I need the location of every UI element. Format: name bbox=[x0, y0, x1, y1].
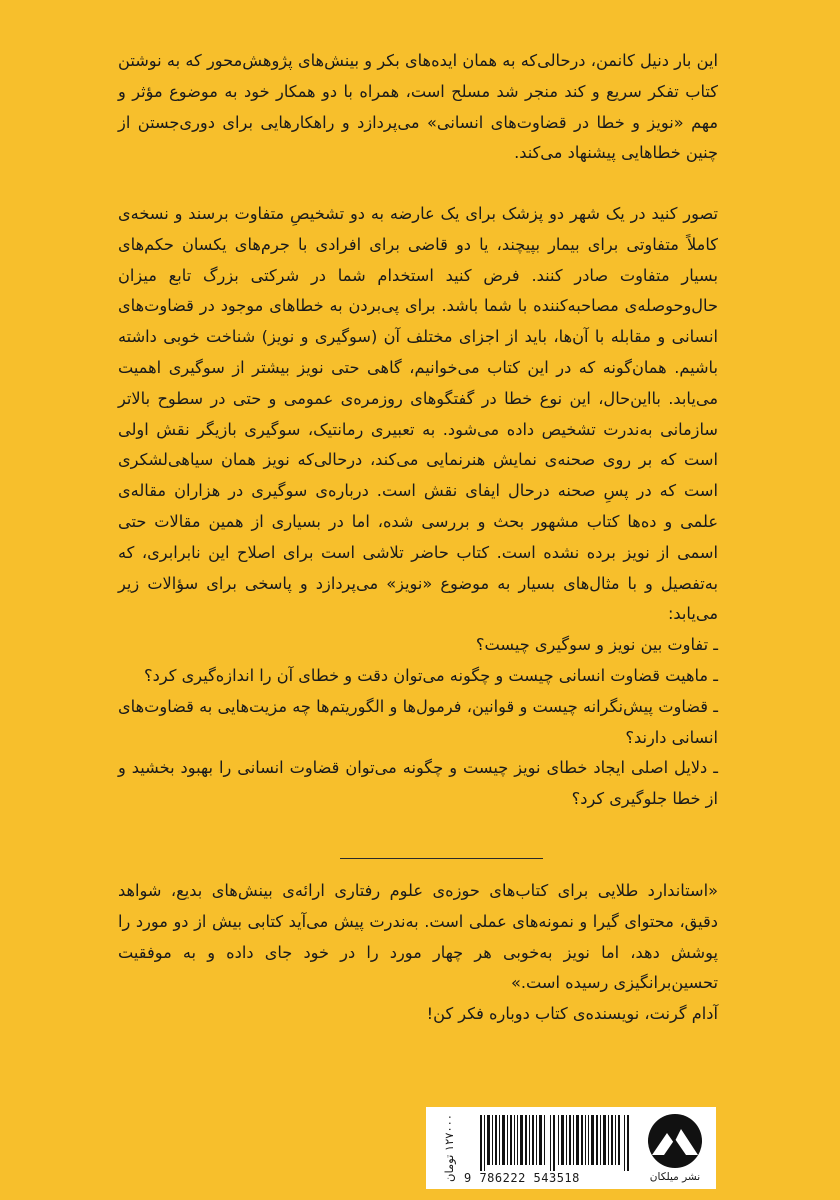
question-item: ـ قضاوت پیش‌نگرانه چیست و قوانین، فرمول‌ها و الگوریتم‌ها چه مزیت‌هایی به قضاوت‌های انسانی دارند؟ bbox=[118, 696, 718, 747]
question-item: ـ تفاوت بین نویز و سوگیری چیست؟ bbox=[475, 635, 718, 655]
blurb-author: آدام گرنت، نویسنده‌ی کتاب دوباره فکر کن! bbox=[426, 1004, 718, 1024]
blurb-quote: «استاندارد طلایی برای کتاب‌های حوزه‌ی علوم رفتاری ارائه‌ی بینش‌های بدیع، شواهد دقیق، محتوای گیرا و نمونه‌های عملی است. به‌ندرت پیش می‌آید کتابی بیش از دو مورد را پوشش دهد، اما نویز به‌خوبی هر چهار مورد را در خود جای داده و به موفقیت تحسین‌برانگیزی رسیده است.» bbox=[118, 881, 718, 993]
blurb-block bbox=[118, 876, 718, 1030]
barcode-panel bbox=[426, 1107, 716, 1189]
body-paragraph: تصور کنید در یک شهر دو پزشک برای یک عارضه به دو تشخیصِ متفاوت برسند و نسخه‌ی کاملاً متفاوتی برای بیمار بپیچند، یا دو قاضی برای افرادی با جرم‌های یکسان حکم‌های بسیار متفاوت صادر کنند. فرض کنید استخدام شما در شرکتی بزرگ تابع میزان حال‌وحوصله‌ی مصاحبه‌کننده با شما باشد. برای پی‌بردن به خطاهای موجود در قضاوت‌های انسانی و مقابله با آن‌ها، باید از اجزای مختلف آن (سوگیری و نویز) شناخت خوبی داشته باشیم. همان‌گونه که در این کتاب می‌خوانیم، گاهی حتی نویز بیشتر از سوگیری اهمیت می‌یابد. بااین‌حال، این نوع خطا در گفتگوهای روزمره‌ی عمومی و حتی در سطوح بالاتر سازمانی به‌ندرت تشخیص داده می‌شود. به تعبیری رمانتیک، سوگیری بازیگر نقش اولی است که بر روی صحنه‌ی نمایش هنرنمایی می‌کند، درحالی‌که نویز همان سیاهی‌لشکری است که در پسِ صحنه درحال ایفای نقش است. درباره‌ی سوگیری در هزاران مقاله‌ی علمی و ده‌ها کتاب مشهور بحث و بررسی شده، اما در بسیاری از همین مقالات حتی اسمی از نویز برده نشده است. کتاب حاضر تلاشی است برای اصلاح این نابرابری، که به‌تفصیل و با مثال‌های بسیار به موضوع «نویز» می‌پردازد و پاسخی برای سؤالات زیر می‌یابد: bbox=[118, 204, 718, 624]
intro-paragraph-block bbox=[118, 46, 718, 169]
price-label: ۱۲۷۰۰۰ تومان bbox=[442, 1114, 456, 1182]
barcode-icon bbox=[480, 1115, 630, 1171]
body-block bbox=[118, 199, 718, 815]
publisher-name: نشر میلکان bbox=[649, 1171, 701, 1183]
question-item: ـ ماهیت قضاوت انسانی چیست و چگونه می‌توان دقت و خطای آن را اندازه‌گیری کرد؟ bbox=[144, 665, 718, 685]
mountains-logo-icon bbox=[640, 1111, 710, 1171]
section-divider bbox=[340, 858, 543, 859]
questions-list bbox=[118, 630, 718, 815]
intro-paragraph: این بار دنیل کانمن، درحالی‌که به همان ایده‌های بکر و بینش‌های پژوهش‌محور که به نوشتن کتاب تفکر سریع و کند منجر شد مسلح است، همراه با دو همکار خود به موضوع مؤثر و مهم «نویز و خطا در قضاوت‌های انسانی» می‌پردازد و راهکارهایی برای دوری‌جستن از چنین خطاهایی پیشنهاد می‌کند. bbox=[118, 51, 718, 163]
isbn-digits: 9 786222 543518 bbox=[464, 1171, 580, 1185]
question-item: ـ دلایل اصلی ایجاد خطای نویز چیست و چگونه می‌توان قضاوت انسانی را بهبود بخشید و از خطا جلوگیری کرد؟ bbox=[118, 758, 718, 809]
